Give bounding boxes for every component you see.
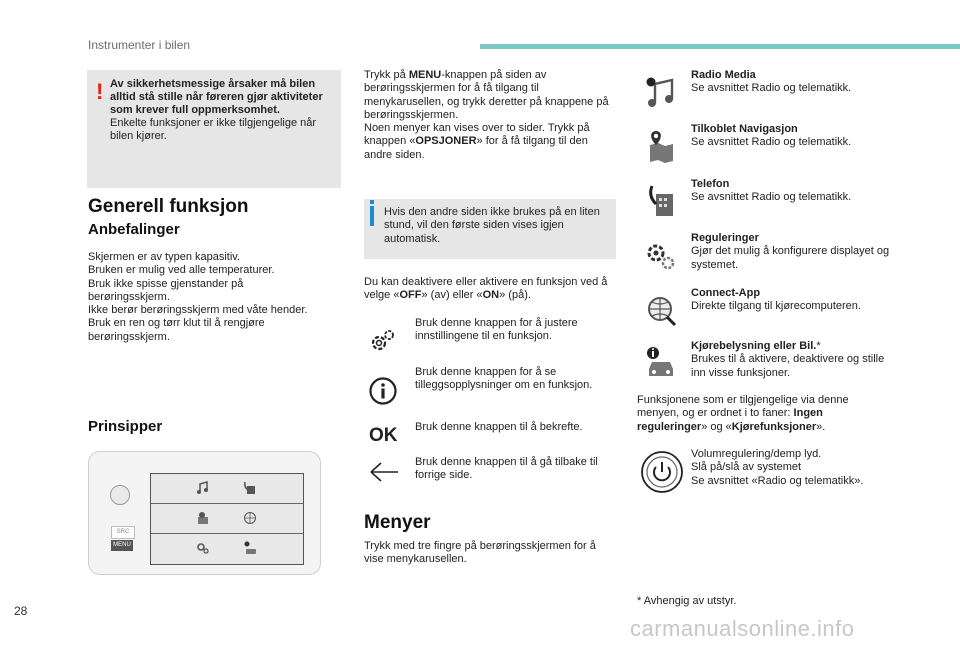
volume-text [691,448,891,488]
menu-button-label: MENU [111,540,133,551]
general-title: Generell funksjon [88,196,249,217]
menu-text: Se avsnittet Radio og telematikk. [691,191,852,204]
warning-bold: Av sikkerhetsmessige årsaker må bilen alltid stå stille når føreren gjør aktiviteter som krever full oppmerksomhet. [110,78,323,116]
volume-line: Slå på/slå av systemet [691,461,802,474]
recommendation-line: berøringsskjerm. [88,290,170,303]
phone-icon [646,184,676,218]
recommendation-line: berøringsskjerm. [88,330,170,343]
screen-row [151,474,303,504]
text-fragment: » for å få tilgang til den andre siden. [364,135,588,161]
settings-icon [368,328,396,356]
navigation-map-icon [196,511,210,525]
page-number: 28 [14,604,28,618]
volume-line: Se avsnittet «Radio og telematikk». [691,474,864,487]
screen-row [151,504,303,534]
menus-text: Trykk med tre fingre på berøringsskjermen for å vise menykarusellen. [364,540,596,566]
menu-title-text: Kjørebelysning eller Bil. [691,340,817,352]
vehicle-info-icon [243,541,257,555]
deactivate-text [364,276,614,303]
menu-text: Se avsnittet Radio og telematikk. [691,82,852,95]
menu-item-connect-app [691,287,891,314]
src-button-label: SRC [111,526,135,539]
menu-title: Telefon [691,178,730,190]
phone-icon [243,481,257,495]
touchscreen-display [150,473,304,565]
info-note: Hvis den andre siden ikke brukes på en liten stund, vil den første siden vises igjen automatisk. [384,206,600,245]
back-button-desc: Bruk denne knappen til å gå tilbake til forrige side. [415,456,598,482]
menu-text: Gjør det mulig å konfigurere displayet og systemet. [691,245,890,271]
menu-item-radio-media [691,69,891,96]
recommendation-line: Skjermen er av typen kapasitiv. [88,251,241,263]
text-fragment: Noen menyer kan vises over to sider. Trykk på knappen « [364,122,590,148]
volume-line: Volumregulering/demp lyd. [691,448,822,460]
recommendations-text [88,251,338,344]
header-bar [480,44,960,49]
warning-text [110,78,338,143]
text-fragment: -knappen på siden av berøringsskjermen for å få tilgang til menykarusellen, og trykk deretter på knappene på berøringsskjermen. [364,69,609,121]
power-volume-knob-icon [640,450,684,494]
ok-icon: OK [369,425,398,446]
watermark: carmanualsonline.info [630,616,855,641]
text-fragment: » og « [701,420,732,433]
menu-title: Tilkoblet Navigasjon [691,123,798,135]
menus-title: Menyer [364,512,431,533]
recommendation-line: Bruken er mulig ved alle temperaturer. [88,264,275,277]
settings-gears-icon [196,541,210,555]
info-icon [370,206,374,226]
menu-item-navigation [691,123,891,150]
text-fragment: » (av) eller « [421,289,483,302]
text-fragment: ». [816,420,826,433]
recommendation-line: Bruk ikke spisse gjenstander på [88,277,244,290]
menu-item-settings [691,232,891,272]
off-label: OFF [399,289,422,302]
options-key-label: OPSJONER [415,135,477,148]
music-note-icon [196,481,210,495]
menu-intro-text [364,69,614,162]
settings-button-desc: Bruk denne knappen for å justere innstillingene til en funksjon. [415,317,578,343]
warning-normal: Enkelte funksjoner er ikke tilgjengelige når bilen kjører. [110,117,317,142]
settings-gears-icon [645,241,677,271]
music-note-icon [646,76,676,108]
back-arrow-icon [368,460,400,484]
menu-title [691,340,891,353]
warning-icon: ! [96,79,104,104]
on-label: ON [482,289,500,302]
footnote-mark: * [816,340,821,352]
info-icon-dot [370,200,374,204]
text-fragment: » (på). [499,289,531,302]
menu-key-label: MENU [408,69,442,81]
text-fragment: Funksjonene som er tilgjengelige via denne menyen, og er ordnet i to faner: [637,394,849,420]
recommendation-line: Ikke berør berøringsskjerm med våte hender. [88,304,308,317]
tab-label: Kjørefunksjoner [731,420,817,433]
menu-title: Radio Media [691,69,756,81]
footnote: * Avhengig av utstyr. [637,595,737,607]
menu-title: Connect-App [691,287,761,299]
connect-app-icon [645,295,677,327]
info-icon [368,376,398,406]
text-fragment: Du kan deaktivere eller aktivere en funksjon ved å velge « [364,276,608,302]
section-header: Instrumenter i bilen [88,38,191,52]
ok-button-desc: Bruk denne knappen til å bekrefte. [415,421,583,433]
volume-knob-icon [110,485,130,505]
menu-item-phone [691,178,891,205]
info-button-desc: Bruk denne knappen for å se tilleggsopplysninger om en funksjon. [415,366,593,392]
menu-title: Reguleringer [691,232,759,244]
tab-label: Ingen reguleringer [637,407,823,433]
vehicle-info-icon [645,345,677,379]
menu-text: Brukes til å aktivere, deaktivere og stille inn visse funksjoner. [691,353,885,379]
recommendations-title: Anbefalinger [88,221,180,238]
menu-text: Se avsnittet Radio og telematikk. [691,136,852,149]
recommendation-line: Bruk en ren og tørr klut til å rengjøre [88,317,265,330]
functions-text [637,394,887,434]
screen-row [151,534,303,563]
navigation-map-icon [646,129,676,163]
menu-item-vehicle [691,340,891,380]
menu-text: Direkte tilgang til kjørecomputeren. [691,300,861,313]
principles-title: Prinsipper [88,418,163,435]
connect-app-icon [243,511,257,525]
text-fragment: Trykk på [364,69,409,81]
